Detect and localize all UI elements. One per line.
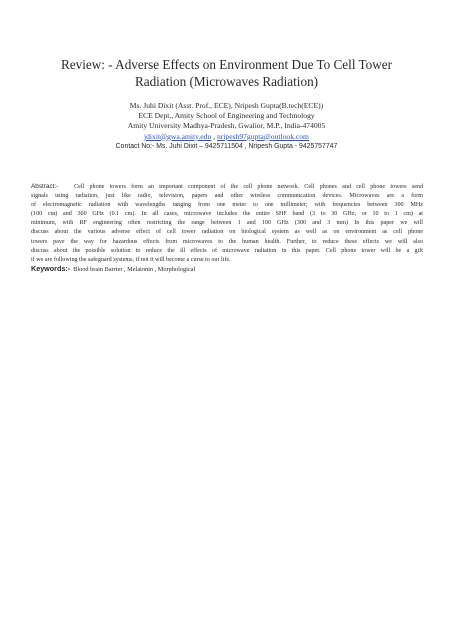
email-link-1[interactable]: jdixit@gwa.amity.edu [144, 131, 212, 141]
author-names: Ms. Juhi Dixit (Asst. Prof., ECE), Nripesh Gupta(B.tech(ECE)) [129, 101, 324, 110]
abstract-line: signals using radiation, just like radio, television, papers and other wireless communication devices. Microwaves are a form [31, 193, 423, 200]
title-line-2: Radiation (Microwaves Radiation) [134, 74, 319, 89]
abstract-line: towers pave the way for hazardous effects from microwaves to the human health. Further, to reduce these effects we will also [31, 238, 423, 245]
abstract-line: discuss about the possible solution to reduce the ill effects of microwave radiation in this paper. Cell phone tower will be a gift [31, 247, 423, 254]
abstract-line: minimum, with RF engineering often restricting the range between 1 and 100 GHz (300 and 3 mm) In this paper we will [31, 220, 423, 227]
author-university: Amity University Madhya-Pradesh, Gwalior, M.P., India-474005 [127, 121, 326, 131]
abstract-line: (100 cm) and 300 GHz (0.1 cm). In all cases, microwave includes the entire SHF band (3 to 30 GHz, or 10 to 1 cm) at [31, 211, 423, 218]
email-separator: , [211, 131, 217, 141]
contact-numbers: Contact No:- Ms. Juhi Dixit – 9425711504 , Nripesh Gupta - 9425757747 [115, 142, 338, 150]
author-block [20, 101, 433, 152]
email-link-2[interactable]: nripesh97gupta@outlook.com [216, 131, 309, 141]
keywords-section [31, 264, 423, 274]
abstract-label: Abstract:- [31, 183, 59, 190]
paper-title [20, 56, 433, 90]
abstract-line: of electromagnetic radiation with wavelengths ranging from one meter to one millimeter; with frequencies between 300 MHz [31, 202, 423, 209]
author-department: ECE Dept., Amity School of Engineering and Technology [138, 111, 315, 121]
abstract-line: if we are following the safeguard systems, if not it will become a curse to our life. [31, 256, 231, 263]
abstract-line: Abstract:- Cell phone towers form an important component of the cell phone network. Cell phones and cell phone towers send [31, 183, 423, 190]
title-line-1: Review: - Adverse Effects on Environment Due To Cell Tower [60, 57, 393, 72]
abstract-line: discuss about the various adverse effect of cell tower radiation on biological system as well as on environment as cell phone [31, 229, 423, 236]
abstract-section [31, 182, 423, 265]
keywords-label: Keywords:- [31, 264, 71, 273]
author-emails [20, 132, 433, 142]
keywords-text: Blood brain Barrier , Melatonin , Morphological [73, 266, 196, 273]
